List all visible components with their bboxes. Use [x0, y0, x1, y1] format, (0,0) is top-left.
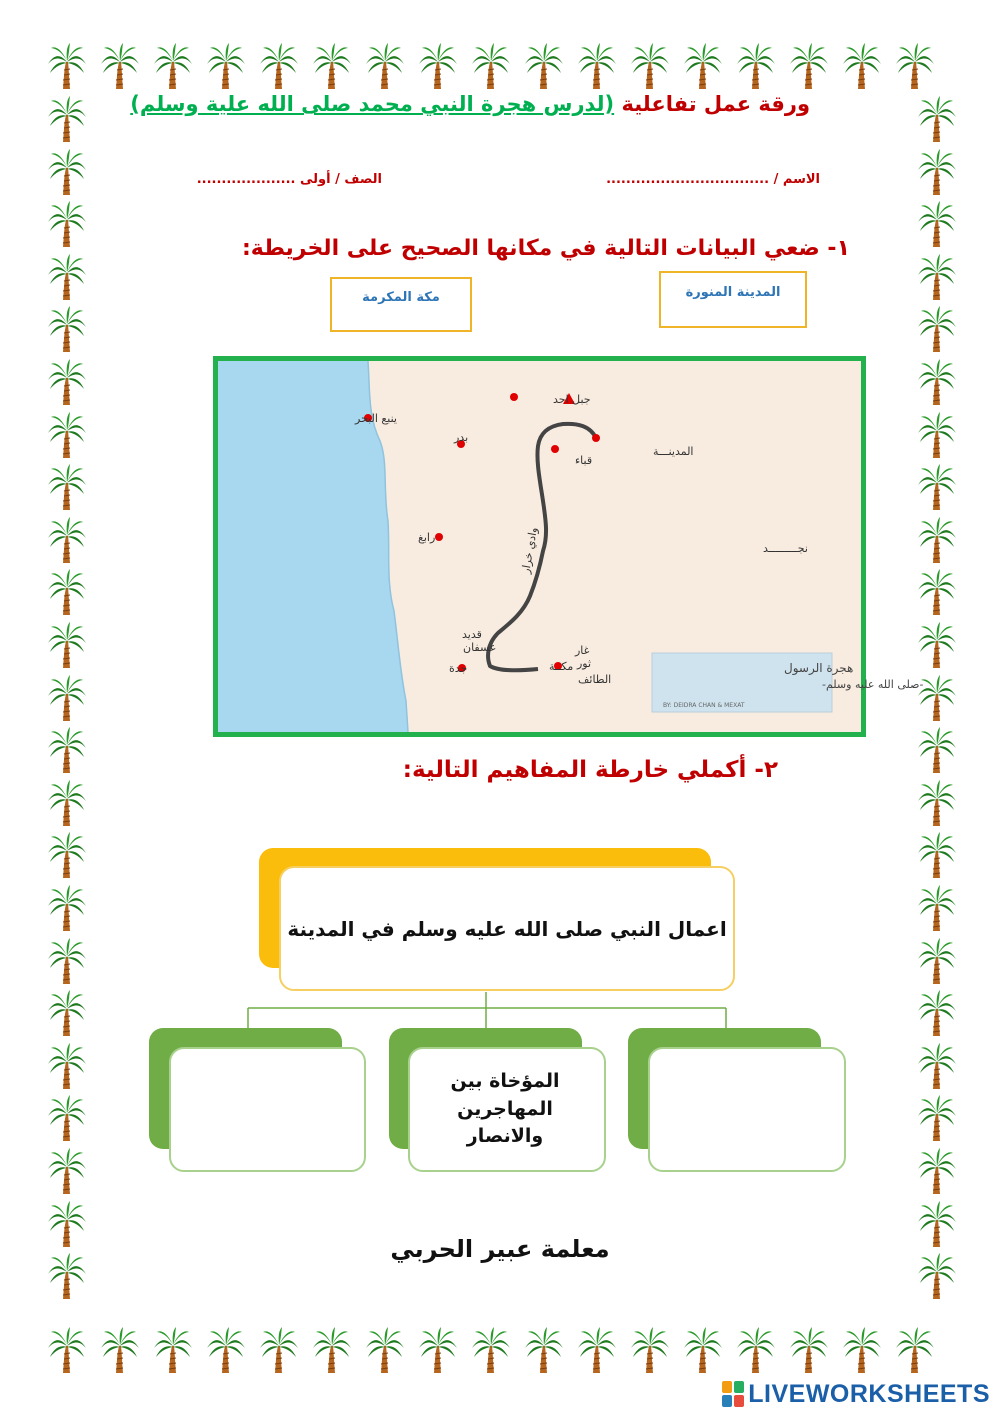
liveworksheets-icon	[722, 1381, 744, 1407]
label-qudaid: قديد	[462, 628, 482, 641]
class-dots: ....................	[196, 172, 296, 187]
legend-credit: BY: DEIDRA CHAN & MEXAT	[663, 702, 745, 709]
label-quba: قباء	[575, 454, 593, 467]
label-madinah: المدينـــة	[653, 445, 694, 458]
class-label: الصف / أولى	[300, 172, 382, 187]
concept-child-right-text[interactable]	[651, 1050, 843, 1169]
title-main: ورقة عمل تفاعلية	[621, 92, 810, 116]
legend-line-2: -صلى الله عليه وسلم-	[822, 678, 924, 691]
label-yanbu: ينبع البحر	[355, 412, 397, 425]
label-wadi: وادي خرار	[519, 526, 541, 575]
question-2: ٢- أكملي خارطة المفاهيم التالية:	[402, 757, 778, 783]
title-subtitle: (لدرس هجرة النبي محمد صلى الله علية وسلم)	[130, 92, 615, 116]
answer-box-makkah[interactable]: مكة المكرمة	[330, 277, 472, 332]
question-1: ١- ضعي البيانات التالية في مكانها الصحيح على الخريطة:	[241, 236, 850, 261]
label-jeddah: جدة	[449, 662, 468, 675]
label-badr: بدر	[454, 431, 469, 444]
liveworksheets-logo[interactable]	[722, 1379, 990, 1409]
label-ghar: غار	[575, 644, 590, 657]
legend-line-1: هجرة الرسول	[784, 661, 854, 675]
label-uhud: جبل احد	[553, 393, 591, 406]
teacher-name: معلمة عبير الحربي	[390, 1235, 610, 1263]
label-makkah: مكــة	[549, 660, 574, 673]
label-najd: نجـــــــــد	[763, 542, 808, 555]
label-thawr: ثور	[577, 657, 592, 670]
name-dots: .................................	[606, 172, 770, 187]
liveworksheets-text: LIVEWORKSHEETS	[748, 1379, 990, 1408]
label-taif: الطائف	[578, 673, 612, 686]
label-rabigh: رابغ	[418, 531, 436, 544]
name-label: الاسم /	[773, 172, 820, 187]
label-usfan: عسفان	[463, 641, 497, 654]
answer-box-madinah[interactable]: المدينة المنورة	[659, 271, 807, 328]
concept-child-left-text[interactable]	[172, 1050, 363, 1169]
concept-main-text: اعمال النبي صلى الله عليه وسلم في المدينة	[287, 917, 727, 941]
concept-child-middle-text: المؤخاة بين المهاجرين والانصار	[450, 1070, 560, 1148]
